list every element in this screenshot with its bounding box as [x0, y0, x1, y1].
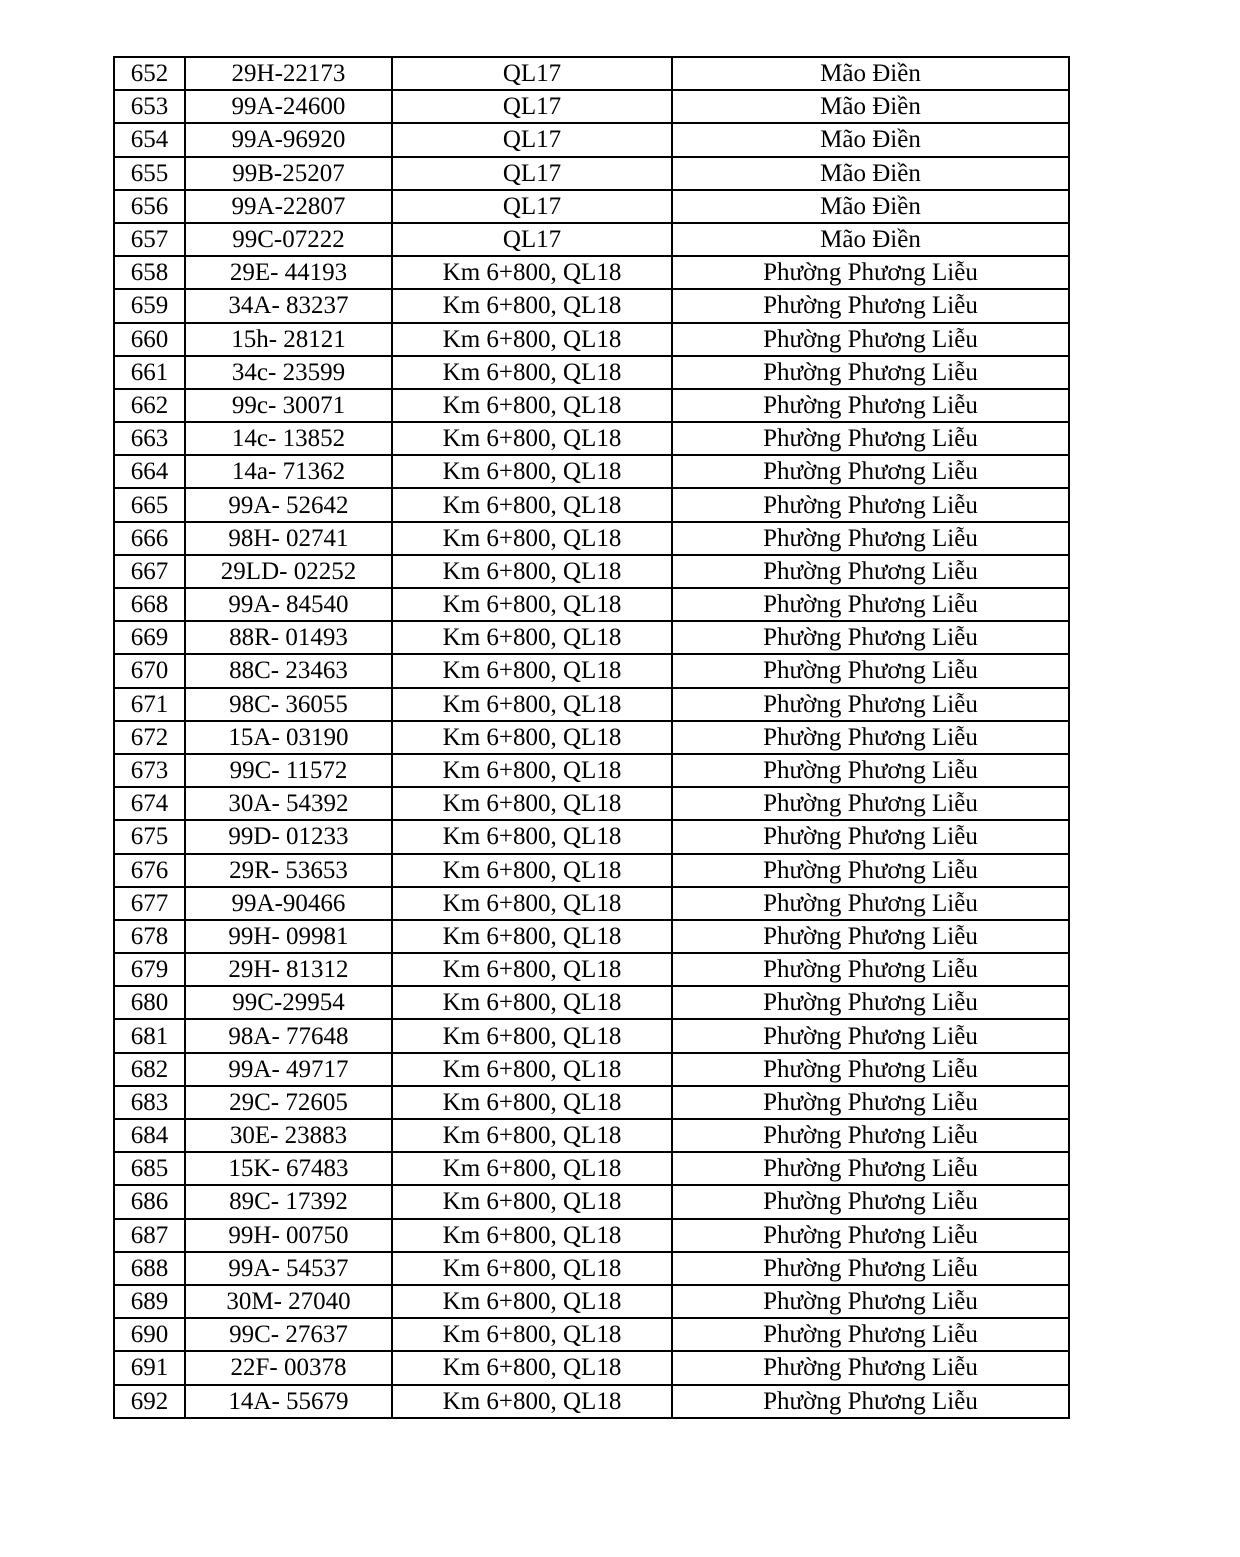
ward-location-cell: Phường Phương Liễu	[672, 1053, 1069, 1086]
row-number-cell: 692	[114, 1385, 185, 1418]
table-row	[114, 389, 1069, 422]
ward-location-cell: Phường Phương Liễu	[672, 887, 1069, 920]
license-plate-cell: 15h- 28121	[185, 323, 392, 356]
road-location-cell: Km 6+800, QL18	[392, 920, 672, 953]
row-number-cell: 687	[114, 1219, 185, 1252]
license-plate-cell: 29E- 44193	[185, 256, 392, 289]
road-location-cell: Km 6+800, QL18	[392, 621, 672, 654]
ward-location-cell: Phường Phương Liễu	[672, 953, 1069, 986]
license-plate-cell: 30M- 27040	[185, 1285, 392, 1318]
row-number-cell: 654	[114, 123, 185, 156]
table-row	[114, 588, 1069, 621]
road-location-cell: Km 6+800, QL18	[392, 1019, 672, 1052]
row-number-cell: 661	[114, 356, 185, 389]
row-number-cell: 670	[114, 654, 185, 687]
license-plate-cell: 29C- 72605	[185, 1086, 392, 1119]
road-location-cell: Km 6+800, QL18	[392, 455, 672, 488]
table-row	[114, 1318, 1069, 1351]
table-row	[114, 455, 1069, 488]
vehicle-list-table	[113, 56, 1070, 1419]
table-row	[114, 256, 1069, 289]
license-plate-cell: 34c- 23599	[185, 356, 392, 389]
ward-location-cell: Phường Phương Liễu	[672, 356, 1069, 389]
license-plate-cell: 99H- 00750	[185, 1219, 392, 1252]
ward-location-cell: Phường Phương Liễu	[672, 422, 1069, 455]
license-plate-cell: 99D- 01233	[185, 820, 392, 853]
license-plate-cell: 99A-90466	[185, 887, 392, 920]
row-number-cell: 666	[114, 522, 185, 555]
license-plate-cell: 98H- 02741	[185, 522, 392, 555]
license-plate-cell: 99C-29954	[185, 986, 392, 1019]
table-row	[114, 1219, 1069, 1252]
table-row	[114, 654, 1069, 687]
table-row	[114, 854, 1069, 887]
road-location-cell: Km 6+800, QL18	[392, 1185, 672, 1218]
road-location-cell: Km 6+800, QL18	[392, 953, 672, 986]
road-location-cell: Km 6+800, QL18	[392, 1252, 672, 1285]
table-row	[114, 1086, 1069, 1119]
road-location-cell: Km 6+800, QL18	[392, 654, 672, 687]
road-location-cell: Km 6+800, QL18	[392, 323, 672, 356]
row-number-cell: 690	[114, 1318, 185, 1351]
road-location-cell: Km 6+800, QL18	[392, 555, 672, 588]
ward-location-cell: Phường Phương Liễu	[672, 289, 1069, 322]
road-location-cell: QL17	[392, 57, 672, 90]
table-row	[114, 920, 1069, 953]
ward-location-cell: Phường Phương Liễu	[672, 1086, 1069, 1119]
row-number-cell: 678	[114, 920, 185, 953]
ward-location-cell: Phường Phương Liễu	[672, 654, 1069, 687]
row-number-cell: 662	[114, 389, 185, 422]
row-number-cell: 652	[114, 57, 185, 90]
ward-location-cell: Phường Phương Liễu	[672, 488, 1069, 521]
row-number-cell: 680	[114, 986, 185, 1019]
road-location-cell: Km 6+800, QL18	[392, 721, 672, 754]
road-location-cell: Km 6+800, QL18	[392, 887, 672, 920]
road-location-cell: Km 6+800, QL18	[392, 422, 672, 455]
license-plate-cell: 99C- 27637	[185, 1318, 392, 1351]
license-plate-cell: 14A- 55679	[185, 1385, 392, 1418]
row-number-cell: 664	[114, 455, 185, 488]
row-number-cell: 682	[114, 1053, 185, 1086]
road-location-cell: QL17	[392, 157, 672, 190]
license-plate-cell: 99A-24600	[185, 90, 392, 123]
row-number-cell: 668	[114, 588, 185, 621]
license-plate-cell: 29H-22173	[185, 57, 392, 90]
ward-location-cell: Phường Phương Liễu	[672, 555, 1069, 588]
row-number-cell: 659	[114, 289, 185, 322]
ward-location-cell: Phường Phương Liễu	[672, 986, 1069, 1019]
ward-location-cell: Phường Phương Liễu	[672, 1119, 1069, 1152]
road-location-cell: Km 6+800, QL18	[392, 1285, 672, 1318]
table-row	[114, 986, 1069, 1019]
ward-location-cell: Mão Điền	[672, 123, 1069, 156]
ward-location-cell: Phường Phương Liễu	[672, 588, 1069, 621]
ward-location-cell: Phường Phương Liễu	[672, 920, 1069, 953]
ward-location-cell: Mão Điền	[672, 190, 1069, 223]
table-row	[114, 123, 1069, 156]
row-number-cell: 686	[114, 1185, 185, 1218]
license-plate-cell: 15A- 03190	[185, 721, 392, 754]
table-row	[114, 1185, 1069, 1218]
row-number-cell: 689	[114, 1285, 185, 1318]
road-location-cell: Km 6+800, QL18	[392, 1385, 672, 1418]
license-plate-cell: 15K- 67483	[185, 1152, 392, 1185]
table-row	[114, 1385, 1069, 1418]
row-number-cell: 655	[114, 157, 185, 190]
ward-location-cell: Phường Phương Liễu	[672, 1285, 1069, 1318]
road-location-cell: Km 6+800, QL18	[392, 1152, 672, 1185]
row-number-cell: 672	[114, 721, 185, 754]
license-plate-cell: 98C- 36055	[185, 688, 392, 721]
road-location-cell: Km 6+800, QL18	[392, 1318, 672, 1351]
ward-location-cell: Phường Phương Liễu	[672, 754, 1069, 787]
ward-location-cell: Phường Phương Liễu	[672, 522, 1069, 555]
ward-location-cell: Phường Phương Liễu	[672, 1351, 1069, 1384]
road-location-cell: Km 6+800, QL18	[392, 389, 672, 422]
table-row	[114, 787, 1069, 820]
license-plate-cell: 88R- 01493	[185, 621, 392, 654]
row-number-cell: 665	[114, 488, 185, 521]
road-location-cell: Km 6+800, QL18	[392, 787, 672, 820]
table-row	[114, 953, 1069, 986]
road-location-cell: QL17	[392, 223, 672, 256]
license-plate-cell: 99H- 09981	[185, 920, 392, 953]
ward-location-cell: Mão Điền	[672, 90, 1069, 123]
ward-location-cell: Phường Phương Liễu	[672, 820, 1069, 853]
ward-location-cell: Phường Phương Liễu	[672, 389, 1069, 422]
row-number-cell: 663	[114, 422, 185, 455]
ward-location-cell: Phường Phương Liễu	[672, 1318, 1069, 1351]
license-plate-cell: 29H- 81312	[185, 953, 392, 986]
license-plate-cell: 99A- 52642	[185, 488, 392, 521]
table-row	[114, 90, 1069, 123]
table-row	[114, 1119, 1069, 1152]
license-plate-cell: 29LD- 02252	[185, 555, 392, 588]
table-row	[114, 688, 1069, 721]
row-number-cell: 660	[114, 323, 185, 356]
row-number-cell: 658	[114, 256, 185, 289]
row-number-cell: 688	[114, 1252, 185, 1285]
license-plate-cell: 29R- 53653	[185, 854, 392, 887]
ward-location-cell: Phường Phương Liễu	[672, 1252, 1069, 1285]
road-location-cell: Km 6+800, QL18	[392, 488, 672, 521]
ward-location-cell: Mão Điền	[672, 157, 1069, 190]
table-row	[114, 1019, 1069, 1052]
table-row	[114, 57, 1069, 90]
ward-location-cell: Phường Phương Liễu	[672, 688, 1069, 721]
road-location-cell: Km 6+800, QL18	[392, 522, 672, 555]
ward-location-cell: Mão Điền	[672, 57, 1069, 90]
license-plate-cell: 88C- 23463	[185, 654, 392, 687]
license-plate-cell: 22F- 00378	[185, 1351, 392, 1384]
ward-location-cell: Phường Phương Liễu	[672, 621, 1069, 654]
row-number-cell: 674	[114, 787, 185, 820]
ward-location-cell: Phường Phương Liễu	[672, 721, 1069, 754]
license-plate-cell: 99B-25207	[185, 157, 392, 190]
ward-location-cell: Phường Phương Liễu	[672, 256, 1069, 289]
row-number-cell: 691	[114, 1351, 185, 1384]
table-row	[114, 223, 1069, 256]
row-number-cell: 685	[114, 1152, 185, 1185]
road-location-cell: Km 6+800, QL18	[392, 688, 672, 721]
ward-location-cell: Phường Phương Liễu	[672, 1152, 1069, 1185]
ward-location-cell: Phường Phương Liễu	[672, 1219, 1069, 1252]
row-number-cell: 683	[114, 1086, 185, 1119]
ward-location-cell: Phường Phương Liễu	[672, 455, 1069, 488]
license-plate-cell: 14a- 71362	[185, 455, 392, 488]
table-row	[114, 1152, 1069, 1185]
license-plate-cell: 99A- 84540	[185, 588, 392, 621]
license-plate-cell: 34A- 83237	[185, 289, 392, 322]
road-location-cell: Km 6+800, QL18	[392, 289, 672, 322]
license-plate-cell: 99A- 49717	[185, 1053, 392, 1086]
row-number-cell: 657	[114, 223, 185, 256]
road-location-cell: QL17	[392, 123, 672, 156]
table-row	[114, 1053, 1069, 1086]
license-plate-cell: 99c- 30071	[185, 389, 392, 422]
table-row	[114, 887, 1069, 920]
table-row	[114, 820, 1069, 853]
row-number-cell: 671	[114, 688, 185, 721]
table-row	[114, 754, 1069, 787]
table-row	[114, 422, 1069, 455]
license-plate-cell: 99C- 11572	[185, 754, 392, 787]
road-location-cell: Km 6+800, QL18	[392, 256, 672, 289]
road-location-cell: Km 6+800, QL18	[392, 1219, 672, 1252]
road-location-cell: Km 6+800, QL18	[392, 1351, 672, 1384]
row-number-cell: 667	[114, 555, 185, 588]
license-plate-cell: 30E- 23883	[185, 1119, 392, 1152]
row-number-cell: 679	[114, 953, 185, 986]
table-row	[114, 1285, 1069, 1318]
road-location-cell: Km 6+800, QL18	[392, 986, 672, 1019]
row-number-cell: 656	[114, 190, 185, 223]
table-row	[114, 157, 1069, 190]
row-number-cell: 681	[114, 1019, 185, 1052]
table-row	[114, 522, 1069, 555]
row-number-cell: 669	[114, 621, 185, 654]
table-body	[114, 57, 1069, 1418]
license-plate-cell: 99A-22807	[185, 190, 392, 223]
ward-location-cell: Phường Phương Liễu	[672, 323, 1069, 356]
table-row	[114, 1252, 1069, 1285]
row-number-cell: 673	[114, 754, 185, 787]
table-row	[114, 1351, 1069, 1384]
row-number-cell: 676	[114, 854, 185, 887]
row-number-cell: 653	[114, 90, 185, 123]
road-location-cell: Km 6+800, QL18	[392, 1119, 672, 1152]
license-plate-cell: 99A-96920	[185, 123, 392, 156]
row-number-cell: 677	[114, 887, 185, 920]
ward-location-cell: Phường Phương Liễu	[672, 787, 1069, 820]
license-plate-cell: 14c- 13852	[185, 422, 392, 455]
ward-location-cell: Mão Điền	[672, 223, 1069, 256]
road-location-cell: Km 6+800, QL18	[392, 754, 672, 787]
ward-location-cell: Phường Phương Liễu	[672, 854, 1069, 887]
ward-location-cell: Phường Phương Liễu	[672, 1185, 1069, 1218]
road-location-cell: Km 6+800, QL18	[392, 1086, 672, 1119]
table-row	[114, 356, 1069, 389]
license-plate-cell: 99A- 54537	[185, 1252, 392, 1285]
license-plate-cell: 98A- 77648	[185, 1019, 392, 1052]
road-location-cell: Km 6+800, QL18	[392, 588, 672, 621]
road-location-cell: QL17	[392, 190, 672, 223]
table-row	[114, 555, 1069, 588]
table-row	[114, 190, 1069, 223]
table-row	[114, 289, 1069, 322]
road-location-cell: Km 6+800, QL18	[392, 356, 672, 389]
table-row	[114, 488, 1069, 521]
row-number-cell: 675	[114, 820, 185, 853]
table-row	[114, 621, 1069, 654]
ward-location-cell: Phường Phương Liễu	[672, 1385, 1069, 1418]
license-plate-cell: 89C- 17392	[185, 1185, 392, 1218]
table-row	[114, 721, 1069, 754]
table-row	[114, 323, 1069, 356]
license-plate-cell: 99C-07222	[185, 223, 392, 256]
road-location-cell: QL17	[392, 90, 672, 123]
ward-location-cell: Phường Phương Liễu	[672, 1019, 1069, 1052]
road-location-cell: Km 6+800, QL18	[392, 854, 672, 887]
road-location-cell: Km 6+800, QL18	[392, 820, 672, 853]
road-location-cell: Km 6+800, QL18	[392, 1053, 672, 1086]
license-plate-cell: 30A- 54392	[185, 787, 392, 820]
row-number-cell: 684	[114, 1119, 185, 1152]
